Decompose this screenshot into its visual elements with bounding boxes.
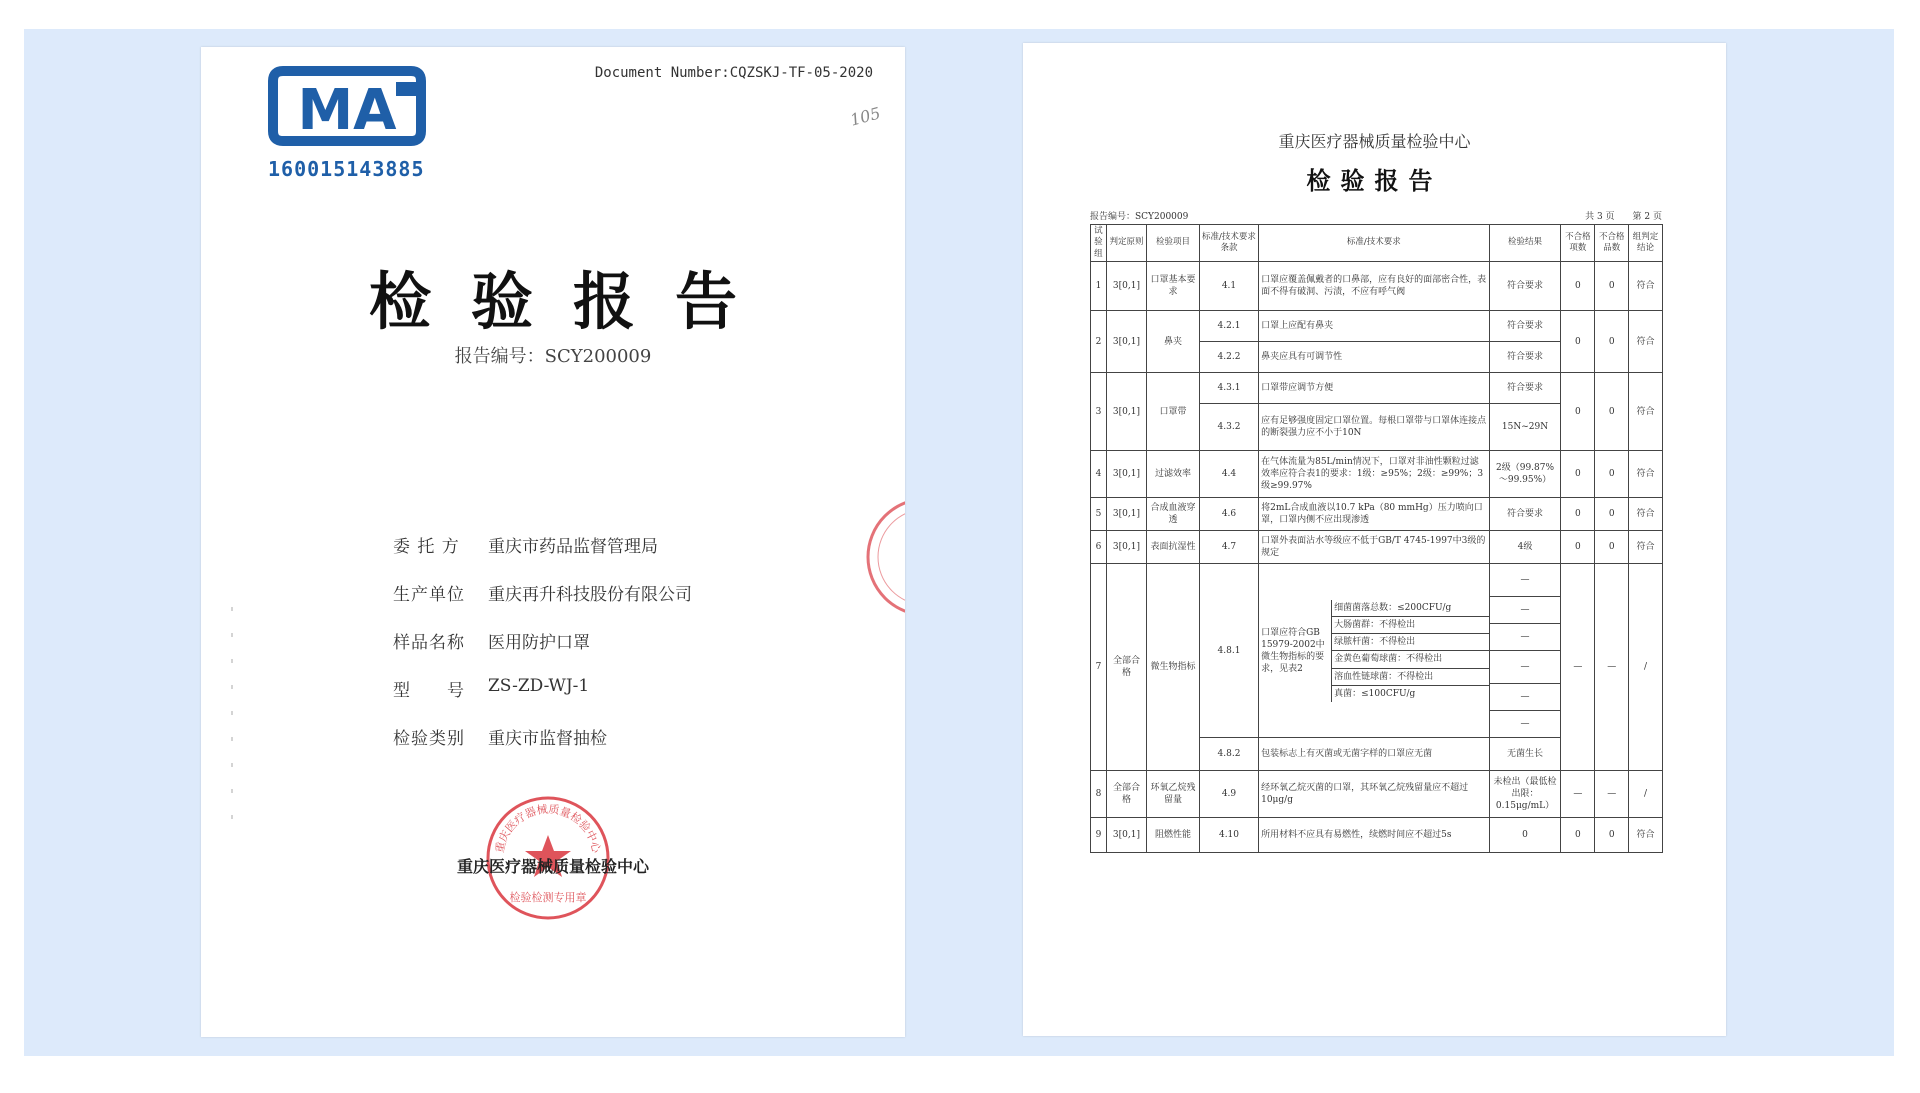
info-value: 重庆市监督抽检 [488, 729, 607, 749]
column-header: 标准/技术要求 [1259, 225, 1489, 262]
table-cell: 鼻夹 [1147, 311, 1200, 373]
table-cell: 3[0,1] [1106, 262, 1146, 311]
microbial-requirement-group: 口罩应符合GB 15979-2002中微生物指标的要求，见表2 [1259, 600, 1332, 702]
table-cell: 4级 [1489, 531, 1561, 564]
table-row [1091, 498, 1663, 531]
info-row [393, 676, 692, 724]
microbial-sub-requirement: 溶血性链球菌：不得检出 [1332, 668, 1488, 685]
table-cell: 将2mL合成血液以10.7 kPa（80 mmHg）压力喷向口罩，口罩内侧不应出现渗透 [1259, 498, 1489, 531]
table-cell: 0 [1595, 373, 1629, 451]
column-header: 标准/技术要求条款 [1199, 225, 1258, 262]
table-cell: 符合要求 [1489, 262, 1561, 311]
table-cell: 符合要求 [1489, 342, 1561, 373]
column-header: 判定原则 [1106, 225, 1146, 262]
svg-text:检验检测专用章: 检验检测专用章 [509, 891, 587, 904]
table-cell: 0 [1561, 311, 1595, 373]
table-cell: 符合要求 [1489, 311, 1561, 342]
table-cell: — [1595, 564, 1629, 771]
table-cell: 4.10 [1199, 818, 1258, 853]
table-cell: 3[0,1] [1106, 818, 1146, 853]
table-cell: 3 [1091, 373, 1107, 451]
microbial-sub-requirement: 真菌：≤100CFU/g [1332, 685, 1488, 702]
table-cell: 符合要求 [1489, 498, 1561, 531]
table-cell: 应有足够强度固定口罩位置。每根口罩带与口罩体连接点的断裂强力应不小于10N [1259, 404, 1489, 451]
table-cell: — [1489, 624, 1561, 651]
column-header: 检验结果 [1489, 225, 1561, 262]
table-cell: 3[0,1] [1106, 311, 1146, 373]
table-cell: 0 [1561, 451, 1595, 498]
table-cell: 4.2.2 [1199, 342, 1258, 373]
table-cell: / [1629, 771, 1663, 818]
table-cell: 包装标志上有灭菌或无菌字样的口罩应无菌 [1259, 738, 1489, 771]
column-header: 试验组 [1091, 225, 1107, 262]
table-cell: 8 [1091, 771, 1107, 818]
report-detail-page [1023, 43, 1726, 1036]
info-label: 委 托 方 [393, 537, 460, 557]
table-cell: 4.3.1 [1199, 373, 1258, 404]
table-row [1091, 311, 1663, 342]
table-cell: 5 [1091, 498, 1107, 531]
table-cell: 阻燃性能 [1147, 818, 1200, 853]
table-row [1091, 531, 1663, 564]
table-cell: 4.8.2 [1199, 738, 1258, 771]
table-cell: 0 [1489, 818, 1561, 853]
table-cell: 4 [1091, 451, 1107, 498]
table-cell: — [1595, 771, 1629, 818]
table-cell: 4.2.1 [1199, 311, 1258, 342]
table-cell: 0 [1595, 531, 1629, 564]
table-cell: 过滤效率 [1147, 451, 1200, 498]
table-cell: 表面抗湿性 [1147, 531, 1200, 564]
table-cell: 3[0,1] [1106, 451, 1146, 498]
microbial-sub-requirement: 金黄色葡萄球菌：不得检出 [1332, 650, 1488, 667]
table-cell: 无菌生长 [1489, 738, 1561, 771]
table-cell: 1 [1091, 262, 1107, 311]
table-cell: 鼻夹应具有可调节性 [1259, 342, 1489, 373]
table-cell: 在气体流量为85L/min情况下，口罩对非油性颗粒过滤效率应符合表1的要求：1级：≥95%；2级：≥99%；3级≥99.97% [1259, 451, 1489, 498]
cover-title: 检验报告 [368, 265, 777, 338]
table-cell: 0 [1595, 311, 1629, 373]
table-cell: — [1489, 651, 1561, 684]
table-cell: 0 [1561, 262, 1595, 311]
table-cell: 6 [1091, 531, 1107, 564]
table-row [1091, 771, 1663, 818]
report-org: 重庆医疗器械质量检验中心 [1278, 132, 1471, 151]
microbial-sub-requirement: 大肠菌群：不得检出 [1332, 616, 1488, 633]
column-header: 组判定结论 [1629, 225, 1663, 262]
table-row [1091, 451, 1663, 498]
table-cell: 符合 [1629, 531, 1663, 564]
issuer-name: 重庆医疗器械质量检验中心 [456, 857, 649, 876]
table-cell: / [1629, 564, 1663, 771]
table-cell: 2 [1091, 311, 1107, 373]
table-cell: 口罩基本要求 [1147, 262, 1200, 311]
cma-number: 160015143885 [268, 157, 425, 181]
info-value: 重庆市药品监督管理局 [488, 537, 658, 557]
document-number: Document Number:CQZSKJ-TF-05-2020 [594, 65, 873, 81]
table-cell: 符合 [1629, 311, 1663, 373]
table-cell: 15N~29N [1489, 404, 1561, 451]
table-cell: 4.9 [1199, 771, 1258, 818]
table-cell: — [1489, 684, 1561, 711]
column-header: 不合格项数 [1561, 225, 1595, 262]
table-cell: 经环氧乙烷灭菌的口罩，其环氧乙烷残留量应不超过10μg/g [1259, 771, 1489, 818]
table-cell: — [1561, 564, 1595, 771]
microbial-sub-requirement: 细菌菌落总数：≤200CFU/g [1334, 602, 1452, 613]
microbial-sub-requirement: 绿脓杆菌：不得检出 [1332, 633, 1488, 650]
svg-text:重庆医疗器械质量检验中心: 重庆医疗器械质量检验中心 [493, 802, 603, 855]
table-cell: 符合 [1629, 818, 1663, 853]
table-cell: 0 [1595, 262, 1629, 311]
table-cell: 全部合格 [1106, 771, 1146, 818]
info-row [393, 532, 692, 580]
table-cell: 未检出（最低检出限：0.15μg/mL） [1489, 771, 1561, 818]
info-row [393, 580, 692, 628]
table-cell: 口罩应覆盖佩戴者的口鼻部，应有良好的面部密合性，表面不得有破洞、污渍，不应有呼气阀 [1259, 262, 1489, 311]
binding-holes [231, 607, 233, 827]
inspection-table [1090, 224, 1663, 853]
handwritten-mark: 105 [848, 103, 883, 130]
table-row [1091, 373, 1663, 404]
edge-stamp-icon [861, 492, 905, 622]
info-value: 重庆再升科技股份有限公司 [488, 585, 692, 605]
table-cell: 符合要求 [1489, 373, 1561, 404]
table-cell: 3[0,1] [1106, 498, 1146, 531]
table-cell: 口罩带 [1147, 373, 1200, 451]
table-cell: 4.7 [1199, 531, 1258, 564]
table-cell: 4.3.2 [1199, 404, 1258, 451]
table-cell: 全部合格 [1106, 564, 1146, 771]
info-value: ZS-ZD-WJ-1 [488, 676, 590, 696]
table-cell: 0 [1561, 373, 1595, 451]
table-cell: 2级（99.87%～99.95%） [1489, 451, 1561, 498]
svg-text:MA: MA [297, 78, 397, 143]
table-cell: 合成血液穿透 [1147, 498, 1200, 531]
table-cell: 微生物指标 [1147, 564, 1200, 771]
table-cell: 0 [1595, 451, 1629, 498]
cover-report-number: 报告编号：SCY200009 [454, 346, 652, 367]
report-cover-page [201, 47, 905, 1037]
table-cell: 4.1 [1199, 262, 1258, 311]
cover-info-list [393, 532, 692, 772]
info-value: 医用防护口罩 [488, 633, 590, 653]
table-cell: — [1489, 597, 1561, 624]
table-cell: 口罩上应配有鼻夹 [1259, 311, 1489, 342]
table-row [1091, 564, 1663, 597]
table-cell: 4.4 [1199, 451, 1258, 498]
table-cell: — [1561, 771, 1595, 818]
table-cell: 3[0,1] [1106, 531, 1146, 564]
table-cell: 4.8.1 [1199, 564, 1258, 738]
table-cell: 符合 [1629, 262, 1663, 311]
table-cell: 7 [1091, 564, 1107, 771]
report-number: 报告编号：SCY200009 [1090, 212, 1189, 222]
cma-logo-icon [261, 65, 431, 147]
table-cell: 口罩外表面沾水等级应不低于GB/T 4745-1997中3级的规定 [1259, 531, 1489, 564]
table-cell: 环氧乙烷残留量 [1147, 771, 1200, 818]
table-cell: 口罩带应调节方便 [1259, 373, 1489, 404]
microbial-requirement-cell [1259, 564, 1489, 738]
info-label: 检验类别 [393, 729, 465, 749]
table-cell: 符合 [1629, 498, 1663, 531]
table-header-row [1091, 225, 1663, 262]
table-row [1091, 262, 1663, 311]
info-label: 生产单位 [393, 585, 465, 605]
table-cell: 0 [1561, 498, 1595, 531]
table-cell: 符合 [1629, 373, 1663, 451]
info-label: 型 号 [393, 681, 465, 701]
table-cell: 0 [1561, 818, 1595, 853]
table-cell: 0 [1561, 531, 1595, 564]
table-row [1091, 818, 1663, 853]
table-cell: — [1489, 564, 1561, 597]
column-header: 检验项目 [1147, 225, 1200, 262]
info-row [393, 628, 692, 676]
table-cell: 符合 [1629, 451, 1663, 498]
info-row [393, 724, 692, 772]
table-cell: 0 [1595, 818, 1629, 853]
page-info: 共 3 页 第 2 页 [1585, 212, 1662, 222]
table-cell: 9 [1091, 818, 1107, 853]
table-cell: — [1489, 711, 1561, 738]
table-cell: 3[0,1] [1106, 373, 1146, 451]
column-header: 不合格品数 [1595, 225, 1629, 262]
table-cell: 所用材料不应具有易燃性，续燃时间应不超过5s [1259, 818, 1489, 853]
table-cell: 4.6 [1199, 498, 1258, 531]
table-cell: 0 [1595, 498, 1629, 531]
report-title: 检验报告 [1306, 167, 1443, 195]
info-label: 样品名称 [393, 633, 465, 653]
